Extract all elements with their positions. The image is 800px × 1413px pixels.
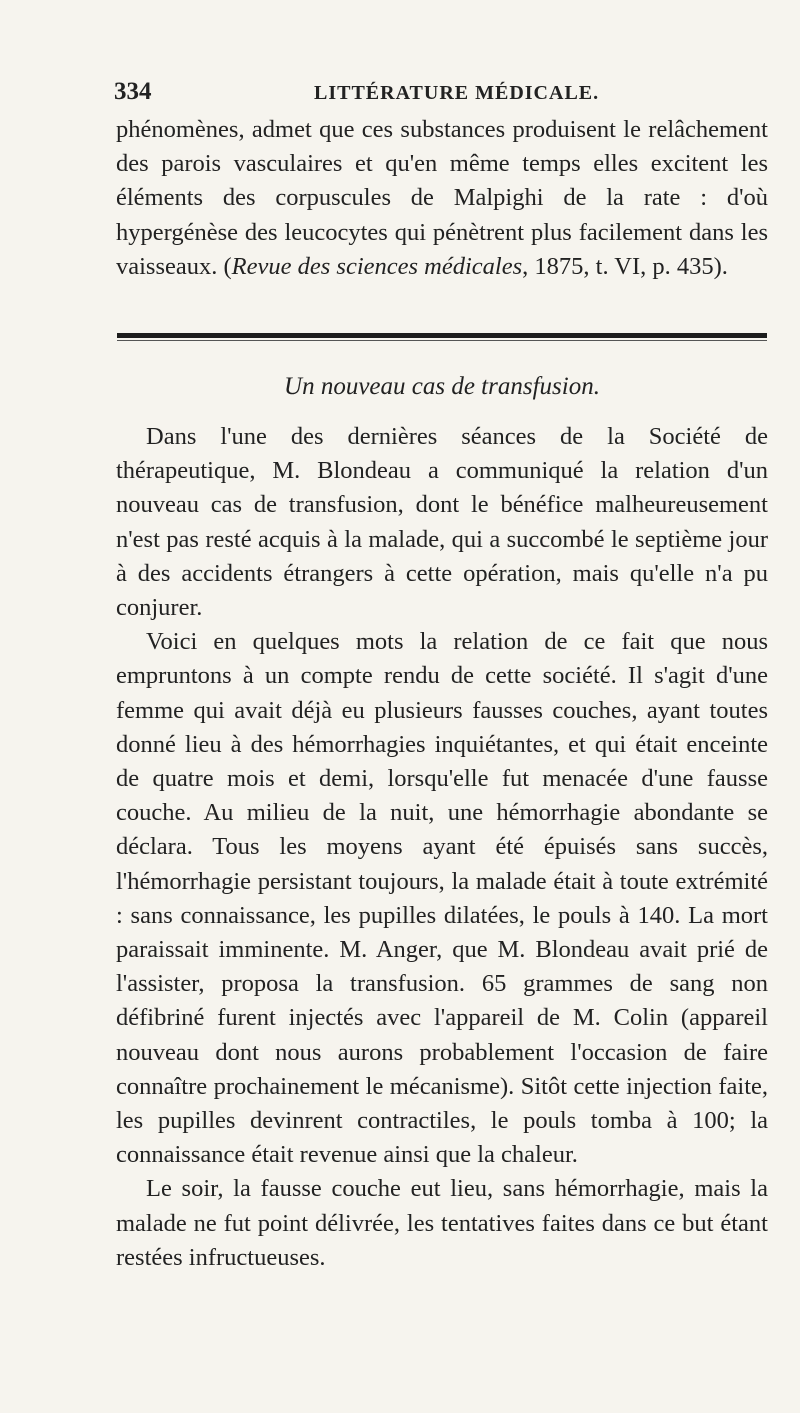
body-paragraph: Le soir, la fausse couche eut lieu, sans hémorrhagie, mais la malade ne fut point délivrée, les tentatives faites dans ce but étant restées infructueuses.	[116, 1175, 768, 1271]
paragraph-continuation	[116, 113, 768, 284]
section-title: Un nouveau cas de transfusion.	[284, 373, 600, 400]
section-divider-thin	[117, 340, 767, 341]
running-header	[114, 78, 754, 108]
section-divider	[117, 333, 767, 338]
journal-citation: Revue des sciences médicales	[231, 252, 523, 280]
body-paragraph: Dans l'une des dernières séances de la Société de thérapeutique, M. Blondeau a communiqué la relation d'un nouveau cas de transfusion, dont le bénéfice malheureusement n'est pas resté acquis à la malade, qui a succombé le septième jour à des accidents étrangers à cette opération, mais qu'elle n'a pu conjurer.	[116, 423, 768, 622]
article-body	[116, 420, 768, 1275]
continued-paragraph	[116, 113, 768, 284]
body-paragraph: Voici en quelques mots la relation de ce fait que nous empruntons à un compte rendu de cette société. Il s'agit d'une femme qui avait déjà eu plusieurs fausses couches, ayant toutes donné lieu à des hémorrhagies inquiétantes, et qui était enceinte de quatre mois et demi, lorsqu'elle fut menacée d'une fausse couche. Au milieu de la nuit, une hémorrhagie abondante se déclara. Tous les moyens ayant été épuisés sans succès, l'hémorrhagie persistant toujours, la malade était à toute extrémité : sans connaissance, les pupilles dilatées, le pouls à 140. La mort paraissait imminente. M. Anger, que M. Blondeau avait prié de l'assister, proposa la transfusion. 65 grammes de sang non défibriné furent injectés avec l'appareil de M. Colin (appareil nouveau dont nous aurons probablement l'occasion de faire connaître prochainement le mécanisme). Sitôt cette injection faite, les pupilles devinrent contractiles, le pouls tomba à 100; la connaissance était revenue ainsi que la chaleur.	[116, 628, 768, 1169]
paragraph-text: phénomènes, admet que ces substances produisent le relâchement des parois vasculaires et qu'en même temps elles excitent les éléments des corpuscules de Malpighi de la rate : d'où hypergénèse des leucocytes qui pénètrent plus facilement dans les vaisseaux. (	[116, 116, 768, 280]
citation-details: , 1875, t. VI, p. 435).	[522, 252, 728, 280]
page-number: 334	[114, 78, 152, 105]
running-title: LITTÉRATURE MÉDICALE.	[314, 82, 600, 104]
